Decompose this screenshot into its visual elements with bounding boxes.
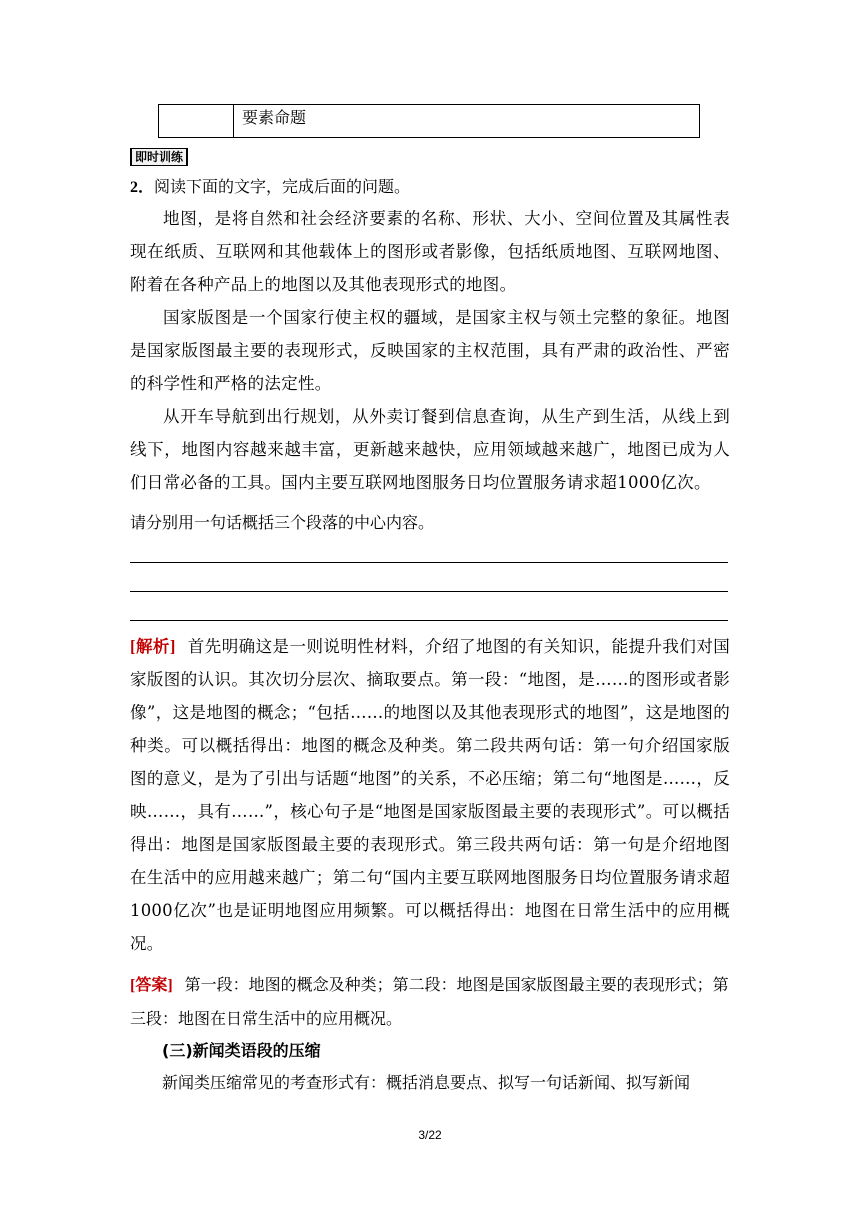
section-heading: (三)新闻类语段的压缩 [162,1041,321,1060]
news-intro [130,1070,730,1096]
question-number: 2． [130,179,155,196]
analysis-tag: [解析] [130,637,176,656]
answer-line-3 [130,620,728,621]
answer-block [130,968,730,1035]
question-text: 阅读下面的文字，完成后面的问题。 [154,177,411,196]
question-prompt [130,174,730,201]
news-intro-text: 新闻类压缩常见的考查形式有：概括消息要点、拟写一句话新闻、拟写新闻 [162,1073,691,1092]
analysis-text: 首先明确这是一则说明性材料，介绍了地图的有关知识，能提升我们对国家版图的认识。其次切分层次、摘取要点。第一段：“地图，是……的图形或者影像”，这是地图的概念；“包括……的地图以及其他表现形式的地图”，这是地图的种类。可以概括得出：地图的概念及种类。第二段共两句话：第一句介绍国家版图的意义，是为了引出与话题“地图”的关系，不必压缩；第二句“地图是……，反映……，具有……”，核心句子是“地图是国家版图最主要的表现形式”。可以概括得出：地图是国家版图最主要的表现形式。第三段共两句话：第一句是介绍地图在生活中的应用越来越广；第二句“国内主要互联网地图服务日均位置服务请求超1000亿次”也是证明地图应用频繁。可以概括得出：地图在日常生活中的应用概况。 [130,637,730,953]
answer-line-1 [130,562,728,563]
table-fragment [158,104,700,138]
practice-tag: 即时训练 [130,148,188,166]
table-cell-empty [159,105,234,137]
page-number: 3/22 [418,1128,442,1142]
question-ask: 请分别用一句话概括三个段落的中心内容。 [130,513,435,532]
answer-line-2 [130,591,728,592]
answer-text: 第一段：地图的概念及种类；第二段：地图是国家版图最主要的表现形式；第三段：地图在日常生活中的应用概况。 [130,975,729,1028]
passage-paragraph-1: 地图，是将自然和社会经济要素的名称、形状、大小、空间位置及其属性表现在纸质、互联网和其他载体上的图形或者影像，包括纸质地图、互联网地图、附着在各种产品上的地图以及其他表现形式的地图。 [130,209,730,294]
analysis-block [130,630,730,960]
passage [130,202,730,499]
table-cell-text: 要素命题 [242,108,307,127]
passage-paragraph-2: 国家版图是一个国家行使主权的疆域，是国家主权与领土完整的象征。地图是国家版图最主要的表现形式，反映国家的主权范围，具有严肃的政治性、严密的科学性和严格的法定性。 [130,308,730,393]
answer-tag: [答案] [130,977,173,994]
passage-paragraph-3: 从开车导航到出行规划，从外卖订餐到信息查询，从生产到生活，从线上到线下，地图内容越来越丰富，更新越来越快，应用领域越来越广，地图已成为人们日常必备的工具。国内主要互联网地图服务日均位置服务请求超1000亿次。 [130,407,730,492]
